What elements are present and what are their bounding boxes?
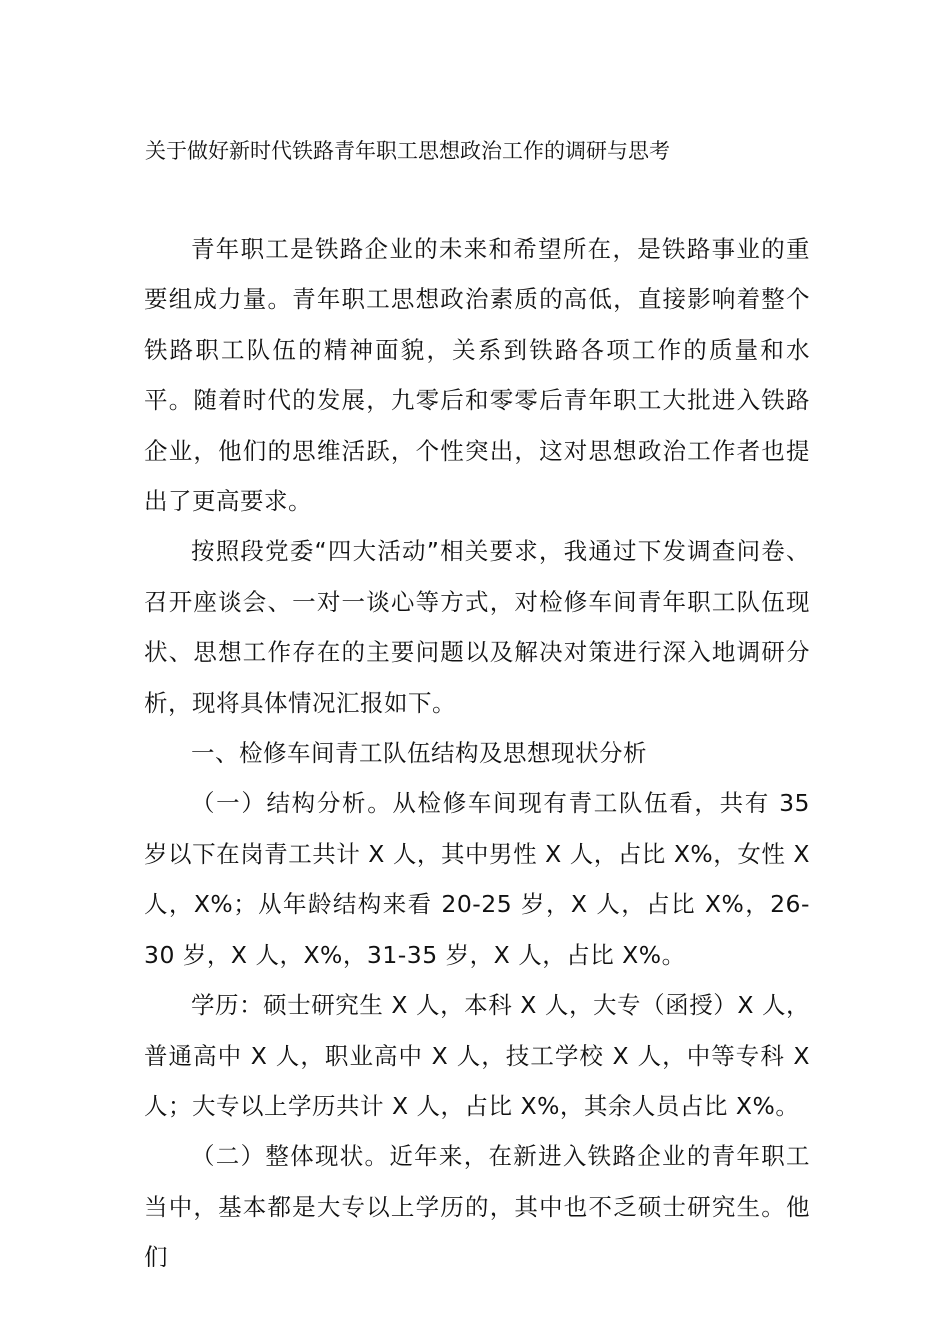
paragraph-structure-analysis: （一）结构分析。从检修车间现有青工队伍看，共有 35 岁以下在岗青工共计 X 人，其中男性 X 人，占比 X%，女性 X 人，X%；从年龄结构来看 20-25 岁，X 人，占比 X%，26-30 岁，X 人，X%，31-35 岁，X 人，占比 X%。: [144, 789, 810, 969]
section-heading-1: 一、检修车间青工队伍结构及思想现状分析: [191, 739, 647, 768]
document-title: 关于做好新时代铁路青年职工思想政治工作的调研与思考: [145, 139, 670, 163]
document-body: [144, 224, 810, 1283]
paragraph-education: 学历：硕士研究生 X 人，本科 X 人，大专（函授）X 人，普通高中 X 人，职业高中 X 人，技工学校 X 人，中等专科 X 人；大专以上学历共计 X 人，占比 X%，其余人员占比 X%。: [144, 991, 810, 1120]
paragraph-overall-status: （二）整体现状。近年来，在新进入铁路企业的青年职工当中，基本都是大专以上学历的，其中也不乏硕士研究生。他们: [144, 1142, 810, 1272]
paragraph-intro: 青年职工是铁路企业的未来和希望所在，是铁路事业的重要组成力量。青年职工思想政治素质的高低，直接影响着整个铁路职工队伍的精神面貌，关系到铁路各项工作的质量和水平。随着时代的发展，九零后和零零后青年职工大批进入铁路企业，他们的思维活跃，个性突出，这对思想政治工作者也提出了更高要求。: [144, 235, 810, 516]
paragraph-method: 按照段党委“四大活动”相关要求，我通过下发调查问卷、召开座谈会、一对一谈心等方式，对检修车间青年职工队伍现状、思想工作存在的主要问题以及解决对策进行深入地调研分析，现将具体情况汇报如下。: [144, 537, 810, 717]
